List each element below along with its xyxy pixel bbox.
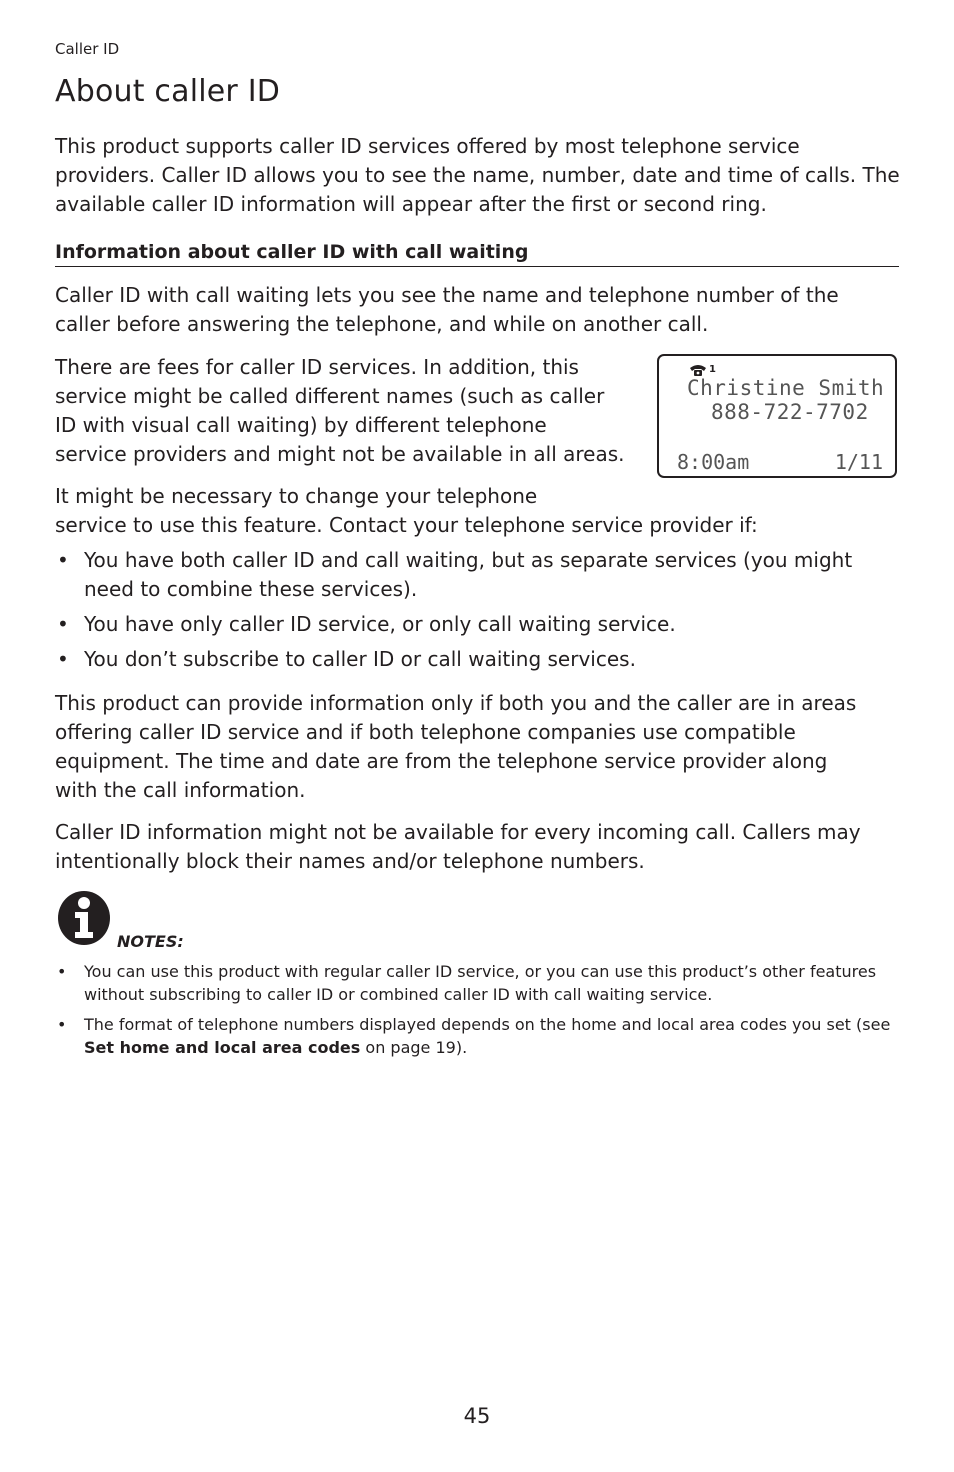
fees-line: service might be called different names (such as caller: [55, 384, 605, 408]
info-icon: [57, 890, 111, 946]
caller-number: 888-722-7702: [711, 400, 869, 424]
note-text-suffix: on page 19).: [360, 1038, 468, 1057]
call-time: 8:00am: [677, 450, 750, 474]
cross-reference-link: Set home and local area codes: [84, 1038, 361, 1057]
areas-paragraph: This product can provide information only if both you and the caller are in areas offering caller ID service and if both telephone companies use compatible equipment. The time and date are from the telephone service provider along with the call information.: [55, 691, 857, 802]
caller-id-display: [657, 354, 897, 478]
line-indicator: 1: [709, 364, 716, 375]
fees-paragraph: [55, 353, 655, 469]
page-number: 45: [463, 1404, 491, 1428]
change-service-paragraph: [55, 482, 899, 540]
manual-page: [55, 0, 899, 1472]
list-item: • You have both caller ID and call waiting, but as separate services (you might need to combine these services).: [57, 548, 853, 601]
section-label: Caller ID: [55, 40, 120, 58]
notes-list: [55, 960, 899, 1066]
list-item-text: You don’t subscribe to caller ID or call waiting services.: [84, 647, 636, 671]
change-line: service to use this feature. Contact your telephone service provider if:: [55, 513, 758, 537]
note-item: • You can use this product with regular caller ID service, or you can use this product’s other features without subscribing to caller ID or combined caller ID with call waiting service.: [57, 962, 877, 1004]
list-item-text: You have only caller ID service, or only call waiting service.: [84, 612, 676, 636]
list-item: • You don’t subscribe to caller ID or call waiting services.: [57, 647, 636, 671]
subheading: Information about caller ID with call waiting: [55, 240, 899, 267]
intro-paragraph: This product supports caller ID services offered by most telephone service providers. Caller ID allows you to see the name, number, date and time of calls. The available caller ID information will appear after the first or second ring.: [55, 134, 900, 216]
list-item: • You have only caller ID service, or only call waiting service.: [57, 612, 676, 636]
fees-line: service providers and might not be available in all areas.: [55, 442, 625, 466]
page-title: About caller ID: [55, 74, 281, 109]
notes-label: NOTES:: [117, 932, 184, 951]
note-text-prefix: The format of telephone numbers displayed depends on the home and local area codes you set (see: [84, 1015, 891, 1034]
requirement-list: [55, 546, 899, 680]
call-waiting-paragraph: Caller ID with call waiting lets you see the name and telephone number of the caller before answering the telephone, and while on another call.: [55, 283, 839, 336]
list-item-text: You have both caller ID and call waiting, but as separate services (you might need to combine these services).: [84, 548, 853, 601]
fees-line: There are fees for caller ID services. In addition, this: [55, 355, 579, 379]
caller-name: Christine Smith: [687, 376, 885, 400]
call-count: 1/11: [834, 450, 883, 474]
block-paragraph: Caller ID information might not be available for every incoming call. Callers may intentionally block their names and/or telephone numbers.: [55, 820, 861, 873]
note-text: You can use this product with regular caller ID service, or you can use this product’s other features without subscribing to caller ID or combined caller ID with call waiting service.: [84, 962, 877, 1004]
fees-line: ID with visual call waiting) by different telephone: [55, 413, 547, 437]
note-item: • The format of telephone numbers displayed depends on the home and local area codes you set (see Set home and local area codes on page 19).: [57, 1015, 891, 1057]
change-line: It might be necessary to change your telephone: [55, 484, 538, 508]
